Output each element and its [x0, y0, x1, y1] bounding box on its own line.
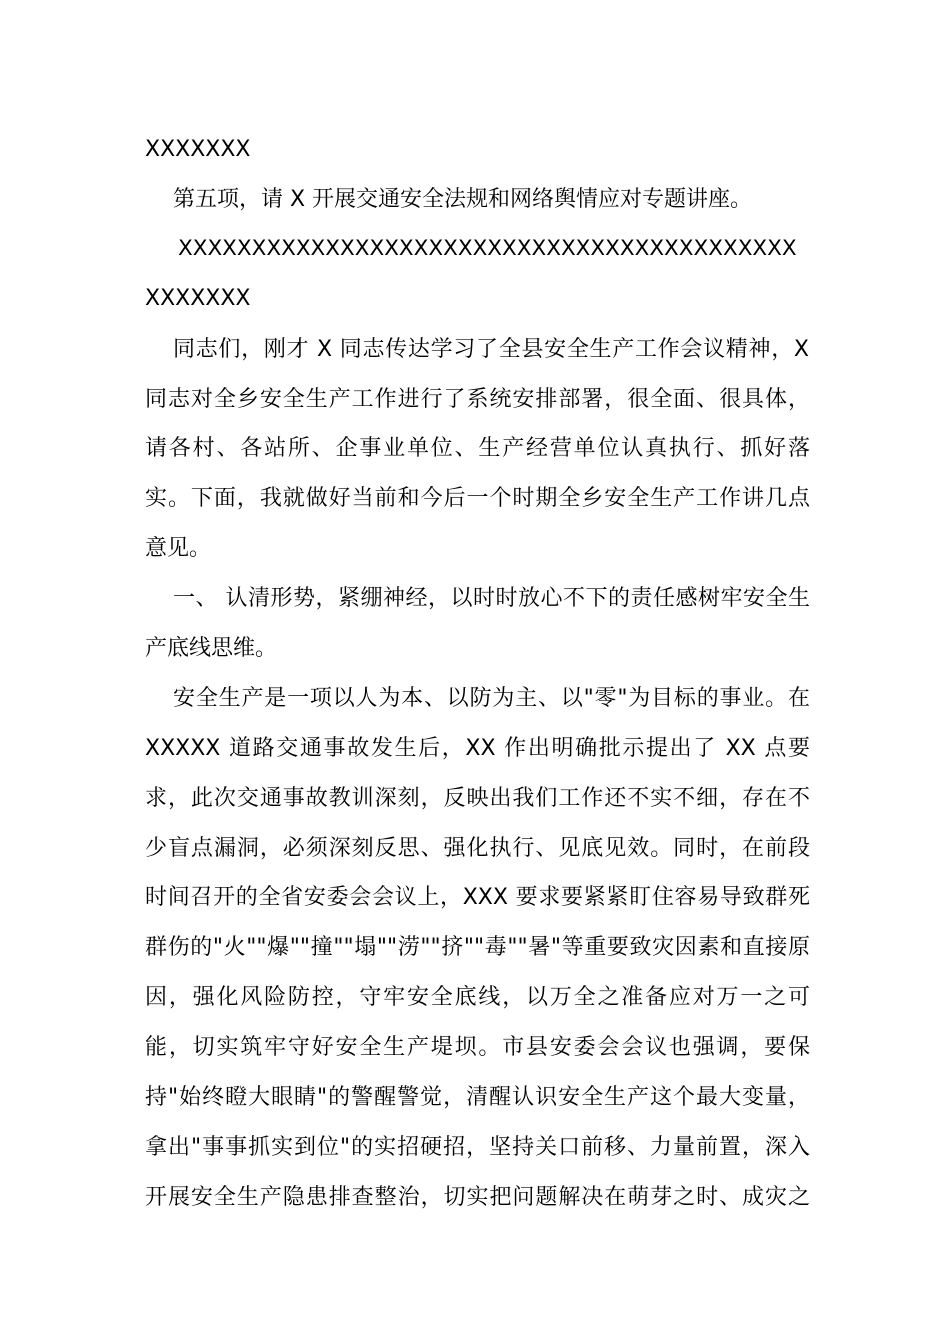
text-line: 实。下面，我就做好当前和今后一个时期全乡安全生产工作讲几点	[145, 486, 810, 511]
text-line: 开展安全生产隐患排查整治，切实把问题解决在萌芽之时、成灾之	[145, 1185, 810, 1210]
text-line: 第五项，请 X 开展交通安全法规和网络舆情应对专题讲座。	[173, 187, 753, 212]
text-line: XXXXX 道路交通事故发生后，XX 作出明确批示提出了 XX 点要	[145, 736, 810, 761]
text-line: 求，此次交通事故教训深刻，反映出我们工作还不实不细，存在不	[145, 786, 810, 811]
text-line: 群伤的"火""爆""撞""塌""涝""挤""毒""暑"等重要致灾因素和直接原	[145, 935, 810, 960]
text-line: 产底线思维。	[145, 636, 278, 661]
text-line: 同志们，刚才 X 同志传达学习了全县安全生产工作会议精神，X	[173, 337, 809, 362]
text-line: XXXXXXXXXXXXXXXXXXXXXXXXXXXXXXXXXXXXXXXXXX	[178, 236, 797, 261]
text-line: 意见。	[145, 536, 212, 561]
text-line: 持"始终瞪大眼睛"的警醒警觉，清醒认识安全生产这个最大变量，	[145, 1085, 810, 1110]
text-line: 一、 认清形势，紧绷神经，以时时放心不下的责任感树牢安全生	[173, 586, 810, 611]
text-line: 同志对全乡安全生产工作进行了系统安排部署，很全面、很具体，	[145, 387, 810, 412]
text-line: 请各村、各站所、企事业单位、生产经营单位认真执行、抓好落	[145, 436, 810, 461]
text-line: 少盲点漏洞，必须深刻反思、强化执行、见底见效。同时，在前段	[145, 836, 810, 861]
text-line: 安全生产是一项以人为本、以防为主、以"零"为目标的事业。在	[173, 686, 810, 711]
text-line: 时间召开的全省安委会会议上，XXX 要求要紧紧盯住容易导致群死	[145, 885, 810, 910]
text-line: 因，强化风险防控，守牢安全底线，以万全之准备应对万一之可	[145, 985, 810, 1010]
text-line: 能，切实筑牢守好安全生产堤坝。市县安委会会议也强调，要保	[145, 1035, 810, 1060]
text-line: 拿出"事事抓实到位"的实招硬招，坚持关口前移、力量前置，深入	[145, 1135, 810, 1160]
text-line: XXXXXXX	[145, 286, 251, 311]
text-line: XXXXXXX	[145, 137, 251, 162]
